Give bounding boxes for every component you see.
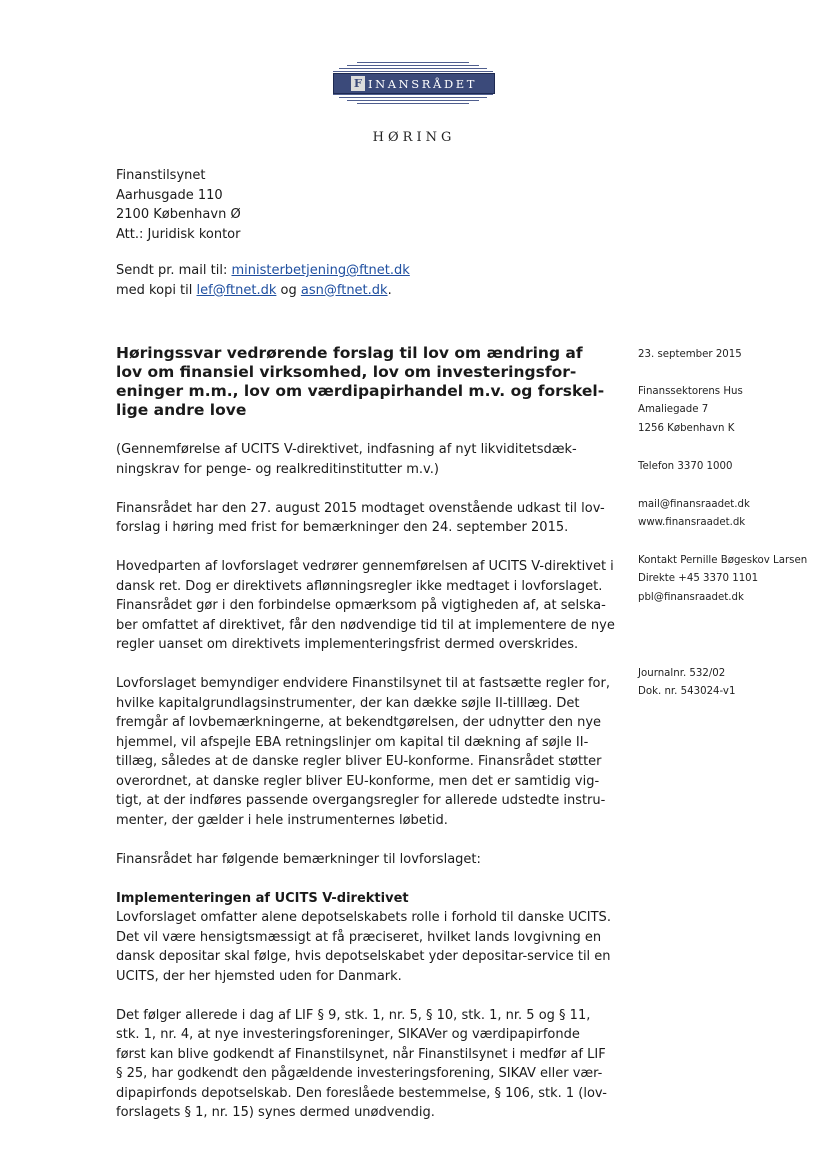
document-body [116, 440, 616, 1142]
contact-person: Kontakt Pernille Bøgeskov Larsen [638, 555, 808, 566]
address-line: Finanstilsynet [116, 168, 206, 183]
sidebar-web [638, 496, 750, 533]
logo-wordmark [333, 73, 495, 94]
body-paragraph [116, 674, 616, 830]
paragraph-line: Det vil være hensigtsmæssigt at få præciseret, hvilket lands lovgivning en [116, 929, 602, 945]
journal-number: Journalnr. 532/02 [638, 668, 726, 679]
paragraph-line: dipapirfonds depotselskab. Den foreslåede bestemmelse, § 106, stk. 1 (lov- [116, 1085, 607, 1101]
asn-email-link[interactable]: asn@ftnet.dk [300, 282, 388, 298]
paragraph-line: fremgår af lovbemærkningerne, at bekendtgørelsen, der udnytter den nye [116, 715, 602, 730]
paragraph-line: hvilke kapitalgrundlagsinstrumenter, der kan dække søjle II-tilllæg. Det [116, 695, 580, 711]
lef-email-link[interactable]: lef@ftnet.dk [196, 282, 277, 298]
copy-and: og [276, 282, 301, 298]
document-title [116, 344, 606, 420]
recipient-address [116, 166, 241, 244]
finansraadet-logo [327, 60, 499, 104]
paragraph-line: § 25, har godkendt den pågældende investeringsforening, SIKAV eller vær- [116, 1066, 603, 1081]
section-heading: Implementeringen af UCITS V-direktivet [116, 890, 409, 906]
body-paragraph [116, 889, 616, 987]
paragraph-line: ningskrav for penge- og realkreditinstitutter m.v.) [116, 461, 439, 477]
paragraph-line: Finansrådet har den 27. august 2015 modtaget ovenstående udkast til lov- [116, 500, 605, 516]
paragraph-line: forslagets § 1, nr. 15) synes dermed unødvendig. [116, 1105, 435, 1120]
sidebar-organisation [638, 383, 743, 438]
org-line: Amaliegade 7 [638, 404, 709, 416]
paragraph-line: først kan blive godkendt af Finanstilsynet, når Finanstilsynet i medfør af LIF [116, 1046, 606, 1062]
paragraph-line: Finansrådet har følgende bemærkninger til lovforslaget: [116, 851, 481, 867]
copy-suffix: . [387, 282, 392, 298]
paragraph-line: Lovforslaget bemyndiger endvidere Finanstilsynet til at fastsætte regler for, [116, 676, 610, 691]
paragraph-line: overordnet, at danske regler bliver EU-konforme, men det er samtidig vig- [116, 773, 600, 789]
org-email[interactable]: mail@finansraadet.dk [638, 499, 750, 510]
mail-line-2 [116, 281, 410, 301]
paragraph-line: tigt, at der indføres passende overgangsregler for allerede udstedte instru- [116, 793, 606, 808]
copy-prefix: med kopi til [116, 282, 197, 298]
body-paragraph [116, 850, 616, 870]
paragraph-line: ber omfattet af direktivet, får den nødvendige tid til at implementere de nye [116, 617, 615, 633]
ministerbetjening-email-link[interactable]: ministerbetjening@ftnet.dk [231, 263, 410, 278]
sidebar-contact [638, 552, 807, 607]
paragraph-line: dansk depositar skal følge, hvis depotselskabet yder depositar-service til en [116, 949, 611, 964]
title-line: Høringssvar vedrørende forslag til lov om ændring af [116, 344, 583, 362]
body-paragraph [116, 499, 616, 538]
paragraph-line: (Gennemførelse af UCITS V-direktivet, indfasning af nyt likviditetsdæk- [116, 442, 577, 457]
org-website[interactable]: www.finansraadet.dk [638, 517, 746, 529]
paragraph-line: forslag i høring med frist for bemærkninger den 24. september 2015. [116, 520, 569, 535]
address-line: Aarhusgade 110 [116, 187, 223, 203]
org-line: Finanssektorens Hus [638, 386, 743, 397]
paragraph-line: UCITS, der her hjemsted uden for Danmark. [116, 968, 402, 984]
address-line: Att.: Juridisk kontor [116, 226, 241, 242]
paragraph-line: menter, der gælder i hele instrumenternes løbetid. [116, 812, 448, 828]
body-paragraph [116, 557, 616, 655]
address-line: 2100 København Ø [116, 207, 241, 222]
logo-initial: F [351, 76, 365, 91]
paragraph-line: Hovedparten af lovforslaget vedrører gennemførelsen af UCITS V-direktivet i [116, 559, 614, 574]
contact-email[interactable]: pbl@finansraadet.dk [638, 591, 744, 603]
document-number: Dok. nr. 543024-v1 [638, 686, 736, 698]
sidebar-journal [638, 665, 735, 702]
paragraph-line: tillæg, således at de danske regler bliver EU-konforme. Finansrådet støtter [116, 754, 602, 769]
paragraph-line: Det følger allerede i dag af LIF § 9, stk. 1, nr. 5, § 10, stk. 1, nr. 5 og § 11, [116, 1007, 591, 1023]
paragraph-line: Lovforslaget omfatter alene depotselskabets rolle i forhold til danske UCITS. [116, 910, 611, 925]
logo-text: INANSRÅDET [367, 76, 478, 91]
mail-info [116, 261, 410, 300]
paragraph-line: Finansrådet gør i den forbindelse opmærksom på vigtigheden af, at selska- [116, 598, 606, 613]
paragraph-line: dansk ret. Dog er direktivets aflønningsregler ikke medtaget i lovforslaget. [116, 578, 603, 594]
title-line: lov om finansiel virksomhed, lov om investeringsfor- [116, 363, 577, 381]
title-line: eninger m.m., lov om værdipapirhandel m.v. og forskel- [116, 382, 605, 400]
mail-prefix: Sendt pr. mail til: [116, 263, 232, 278]
body-paragraph [116, 440, 616, 479]
document-heading: HØRING [372, 130, 456, 145]
mail-line-1 [116, 261, 410, 281]
contact-direct-phone: Direkte +45 3370 1101 [638, 573, 759, 585]
paragraph-line: stk. 1, nr. 4, at nye investeringsforeninger, SIKAVer og værdipapirfonde [116, 1027, 580, 1042]
paragraph-line: regler uanset om direktivets implementeringsfrist dermed overskrides. [116, 637, 579, 652]
title-line: lige andre love [116, 401, 247, 419]
org-line: 1256 København K [638, 422, 735, 434]
sidebar-date: 23. september 2015 [638, 349, 742, 360]
sidebar-phone: Telefon 3370 1000 [638, 461, 733, 472]
body-paragraph [116, 1006, 616, 1123]
paragraph-line: hjemmel, vil afspejle EBA retningslinjer om kapital til dækning af søjle II- [116, 734, 589, 750]
